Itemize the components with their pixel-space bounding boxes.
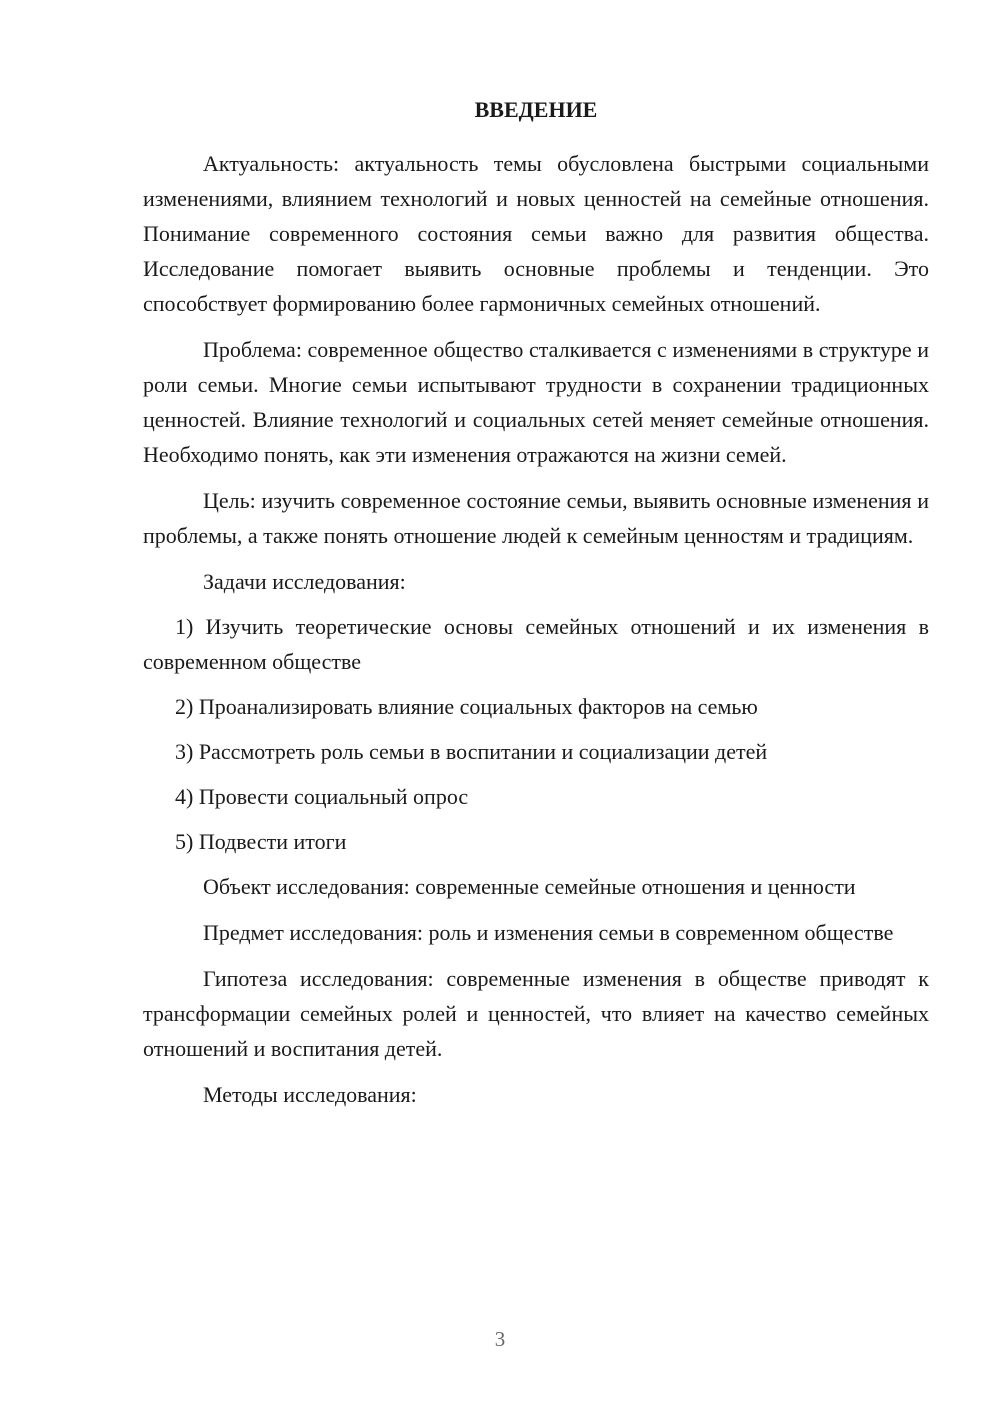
relevance-paragraph: Актуальность: актуальность темы обусловлена быстрыми социальными изменениями, влиянием технологий и новых ценностей на семейные отношения. Понимание современного состояния семьи важно для развития общества. Исследование помогает выявить основные проблемы и тенденции. Это способствует формированию более гармоничных семейных отношений.	[143, 151, 929, 316]
page-number: 3	[494, 1327, 506, 1351]
task-item-4: 4) Провести социальный опрос	[175, 784, 469, 809]
problem-paragraph: Проблема: современное общество сталкивается с изменениями в структуре и роли семьи. Многие семьи испытывают трудности в сохранении традиционных ценностей. Влияние технологий и социальных сетей меняет семейные отношения. Необходимо понять, как эти изменения отражаются на жизни семей.	[143, 337, 929, 467]
tasks-heading: Задачи исследования:	[203, 569, 406, 594]
goal-paragraph: Цель: изучить современное состояние семьи, выявить основные изменения и проблемы, а также понять отношение людей к семейным ценностям и традициям.	[143, 488, 929, 548]
subject-paragraph: Предмет исследования: роль и изменения семьи в современном обществе	[203, 920, 894, 945]
task-item-2: 2) Проанализировать влияние социальных факторов на семью	[175, 694, 758, 719]
task-item-3: 3) Рассмотреть роль семьи в воспитании и социализации детей	[175, 739, 768, 764]
object-paragraph: Объект исследования: современные семейные отношения и ценности	[203, 874, 856, 899]
document-title: ВВЕДЕНИЕ	[474, 97, 598, 122]
hypothesis-paragraph: Гипотеза исследования: современные изменения в обществе приводят к трансформации семейных ролей и ценностей, что влияет на качество семейных отношений и воспитания детей.	[143, 966, 929, 1061]
document-page	[143, 92, 929, 1122]
task-item-5: 5) Подвести итоги	[175, 829, 347, 854]
task-item-1: 1) Изучить теоретические основы семейных отношений и их изменения в современном обществе	[143, 614, 929, 674]
methods-heading: Методы исследования:	[203, 1082, 417, 1107]
